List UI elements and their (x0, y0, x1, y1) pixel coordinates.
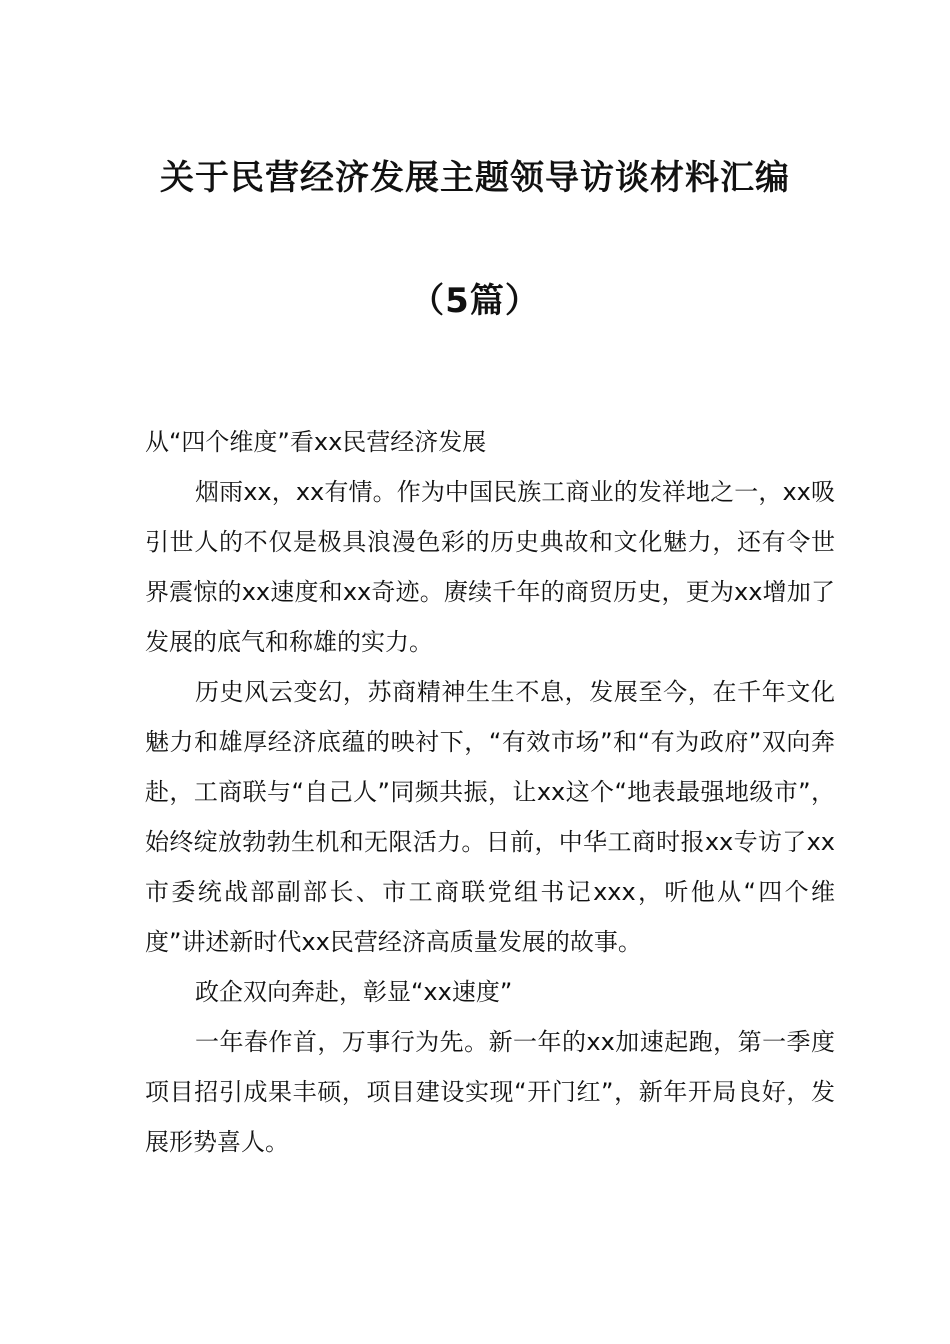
document-body (145, 417, 835, 1167)
document-title: 关于民营经济发展主题领导访谈材料汇编 (160, 158, 790, 198)
paragraph: 历史风云变幻，苏商精神生生不息，发展至今，在千年文化魅力和雄厚经济底蕴的映衬下，“有效市场”和“有为政府”双向奔赴，工商联与“自己人”同频共振，让xx这个“地表最强地级市”，始终绽放勃勃生机和无限活力。日前，中华工商时报xx专访了xx市委统战部副部长、市工商联党组书记xxx，听他从“四个维度”讲述新时代xx民营经济高质量发展的故事。 (145, 678, 835, 956)
document-subtitle: （5篇） (410, 281, 540, 321)
subsection-heading: 政企双向奔赴，彰显“xx速度” (195, 978, 513, 1006)
section-heading: 从“四个维度”看xx民营经济发展 (145, 428, 487, 456)
paragraph: 烟雨xx，xx有情。作为中国民族工商业的发祥地之一，xx吸引世人的不仅是极具浪漫色彩的历史典故和文化魅力，还有令世界震惊的xx速度和xx奇迹。赓续千年的商贸历史，更为xx增加了发展的底气和称雄的实力。 (145, 478, 835, 656)
paragraph: 一年春作首，万事行为先。新一年的xx加速起跑，第一季度项目招引成果丰硕，项目建设实现“开门红”，新年开局良好，发展形势喜人。 (145, 1028, 835, 1156)
